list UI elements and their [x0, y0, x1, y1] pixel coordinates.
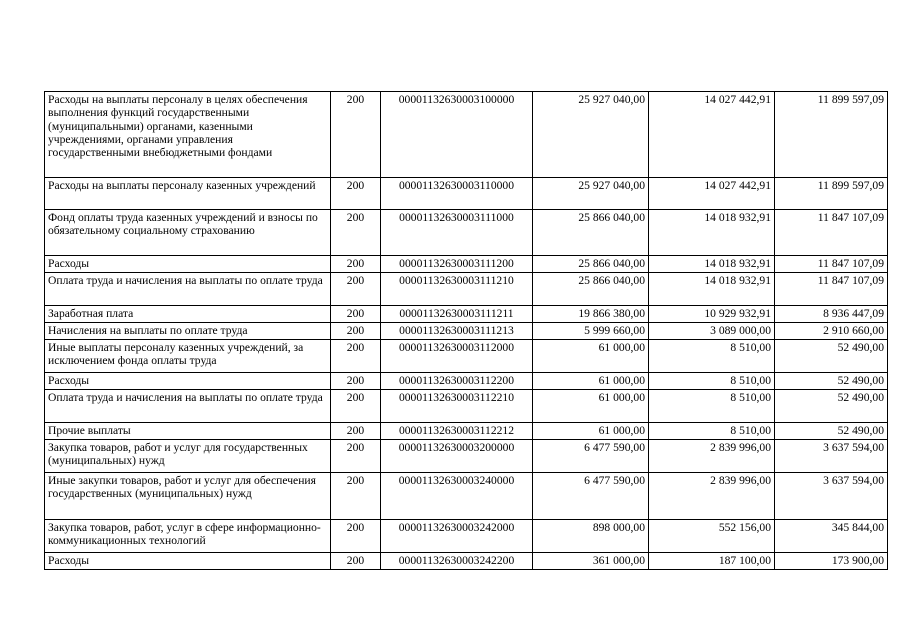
approved-amount-cell: 25 866 040,00	[533, 210, 649, 256]
table-row	[45, 92, 888, 178]
approved-amount-cell: 19 866 380,00	[533, 306, 649, 323]
approved-amount-cell: 25 927 040,00	[533, 178, 649, 210]
expense-name-cell: Закупка товаров, работ и услуг для государственных (муниципальных) нужд	[45, 440, 331, 473]
unexecuted-amount-cell: 11 847 107,09	[775, 256, 888, 273]
executed-amount-cell: 2 839 996,00	[649, 473, 775, 520]
expense-name-cell: Расходы	[45, 256, 331, 273]
table-row	[45, 553, 888, 570]
budget-execution-table	[44, 91, 888, 570]
expense-name-cell: Иные закупки товаров, работ и услуг для обеспечения государственных (муниципальных) нужд	[45, 473, 331, 520]
budget-classification-code-cell: 00001132630003200000	[381, 440, 533, 473]
unexecuted-amount-cell: 3 637 594,00	[775, 473, 888, 520]
unexecuted-amount-cell: 2 910 660,00	[775, 323, 888, 340]
unexecuted-amount-cell: 52 490,00	[775, 340, 888, 373]
table-row	[45, 473, 888, 520]
table-row	[45, 423, 888, 440]
unexecuted-amount-cell: 11 847 107,09	[775, 210, 888, 256]
expense-name-cell: Расходы	[45, 373, 331, 390]
budget-classification-code-cell: 00001132630003111000	[381, 210, 533, 256]
budget-classification-code-cell: 00001132630003100000	[381, 92, 533, 178]
budget-classification-code-cell: 00001132630003112200	[381, 373, 533, 390]
approved-amount-cell: 6 477 590,00	[533, 440, 649, 473]
approved-amount-cell: 61 000,00	[533, 423, 649, 440]
approved-amount-cell: 25 866 040,00	[533, 256, 649, 273]
table-row	[45, 520, 888, 553]
table-row	[45, 273, 888, 306]
executed-amount-cell: 8 510,00	[649, 423, 775, 440]
approved-amount-cell: 25 927 040,00	[533, 92, 649, 178]
line-code-cell: 200	[331, 373, 381, 390]
line-code-cell: 200	[331, 473, 381, 520]
budget-classification-code-cell: 00001132630003242000	[381, 520, 533, 553]
executed-amount-cell: 552 156,00	[649, 520, 775, 553]
approved-amount-cell: 61 000,00	[533, 340, 649, 373]
expense-name-cell: Расходы на выплаты персоналу казенных учреждений	[45, 178, 331, 210]
table-row	[45, 306, 888, 323]
executed-amount-cell: 8 510,00	[649, 373, 775, 390]
budget-classification-code-cell: 00001132630003242200	[381, 553, 533, 570]
line-code-cell: 200	[331, 440, 381, 473]
expense-name-cell: Расходы	[45, 553, 331, 570]
unexecuted-amount-cell: 52 490,00	[775, 373, 888, 390]
approved-amount-cell: 61 000,00	[533, 373, 649, 390]
executed-amount-cell: 8 510,00	[649, 390, 775, 423]
expense-name-cell: Начисления на выплаты по оплате труда	[45, 323, 331, 340]
unexecuted-amount-cell: 173 900,00	[775, 553, 888, 570]
unexecuted-amount-cell: 52 490,00	[775, 390, 888, 423]
budget-classification-code-cell: 00001132630003111213	[381, 323, 533, 340]
line-code-cell: 200	[331, 323, 381, 340]
line-code-cell: 200	[331, 390, 381, 423]
executed-amount-cell: 10 929 932,91	[649, 306, 775, 323]
table-row	[45, 210, 888, 256]
table-row	[45, 323, 888, 340]
executed-amount-cell: 14 018 932,91	[649, 210, 775, 256]
budget-classification-code-cell: 00001132630003110000	[381, 178, 533, 210]
budget-classification-code-cell: 00001132630003112212	[381, 423, 533, 440]
unexecuted-amount-cell: 11 899 597,09	[775, 92, 888, 178]
approved-amount-cell: 61 000,00	[533, 390, 649, 423]
budget-classification-code-cell: 00001132630003111211	[381, 306, 533, 323]
line-code-cell: 200	[331, 178, 381, 210]
approved-amount-cell: 5 999 660,00	[533, 323, 649, 340]
budget-classification-code-cell: 00001132630003240000	[381, 473, 533, 520]
expense-name-cell: Заработная плата	[45, 306, 331, 323]
budget-classification-code-cell: 00001132630003111210	[381, 273, 533, 306]
table-row	[45, 340, 888, 373]
expense-name-cell: Фонд оплаты труда казенных учреждений и взносы по обязательному социальному страхованию	[45, 210, 331, 256]
table-row	[45, 256, 888, 273]
line-code-cell: 200	[331, 306, 381, 323]
table-row	[45, 390, 888, 423]
executed-amount-cell: 8 510,00	[649, 340, 775, 373]
line-code-cell: 200	[331, 256, 381, 273]
unexecuted-amount-cell: 11 899 597,09	[775, 178, 888, 210]
table-body	[45, 92, 888, 570]
approved-amount-cell: 6 477 590,00	[533, 473, 649, 520]
table-row	[45, 178, 888, 210]
executed-amount-cell: 14 027 442,91	[649, 92, 775, 178]
expense-name-cell: Оплата труда и начисления на выплаты по оплате труда	[45, 273, 331, 306]
budget-report-page	[44, 91, 888, 570]
line-code-cell: 200	[331, 273, 381, 306]
unexecuted-amount-cell: 3 637 594,00	[775, 440, 888, 473]
unexecuted-amount-cell: 11 847 107,09	[775, 273, 888, 306]
budget-classification-code-cell: 00001132630003112000	[381, 340, 533, 373]
expense-name-cell: Иные выплаты персоналу казенных учреждений, за исключением фонда оплаты труда	[45, 340, 331, 373]
line-code-cell: 200	[331, 553, 381, 570]
executed-amount-cell: 14 018 932,91	[649, 273, 775, 306]
line-code-cell: 200	[331, 92, 381, 178]
unexecuted-amount-cell: 52 490,00	[775, 423, 888, 440]
approved-amount-cell: 25 866 040,00	[533, 273, 649, 306]
executed-amount-cell: 3 089 000,00	[649, 323, 775, 340]
unexecuted-amount-cell: 345 844,00	[775, 520, 888, 553]
executed-amount-cell: 2 839 996,00	[649, 440, 775, 473]
line-code-cell: 200	[331, 520, 381, 553]
budget-classification-code-cell: 00001132630003111200	[381, 256, 533, 273]
executed-amount-cell: 14 027 442,91	[649, 178, 775, 210]
approved-amount-cell: 898 000,00	[533, 520, 649, 553]
executed-amount-cell: 14 018 932,91	[649, 256, 775, 273]
budget-classification-code-cell: 00001132630003112210	[381, 390, 533, 423]
expense-name-cell: Расходы на выплаты персоналу в целях обеспечения выполнения функций государственными (муниципальными) органами, казенными учреждениями, органами управления государственными внебюджетными фондами	[45, 92, 331, 178]
approved-amount-cell: 361 000,00	[533, 553, 649, 570]
table-row	[45, 373, 888, 390]
expense-name-cell: Оплата труда и начисления на выплаты по оплате труда	[45, 390, 331, 423]
table-row	[45, 440, 888, 473]
line-code-cell: 200	[331, 423, 381, 440]
expense-name-cell: Закупка товаров, работ, услуг в сфере информационно-коммуникационных технологий	[45, 520, 331, 553]
unexecuted-amount-cell: 8 936 447,09	[775, 306, 888, 323]
expense-name-cell: Прочие выплаты	[45, 423, 331, 440]
line-code-cell: 200	[331, 210, 381, 256]
line-code-cell: 200	[331, 340, 381, 373]
executed-amount-cell: 187 100,00	[649, 553, 775, 570]
